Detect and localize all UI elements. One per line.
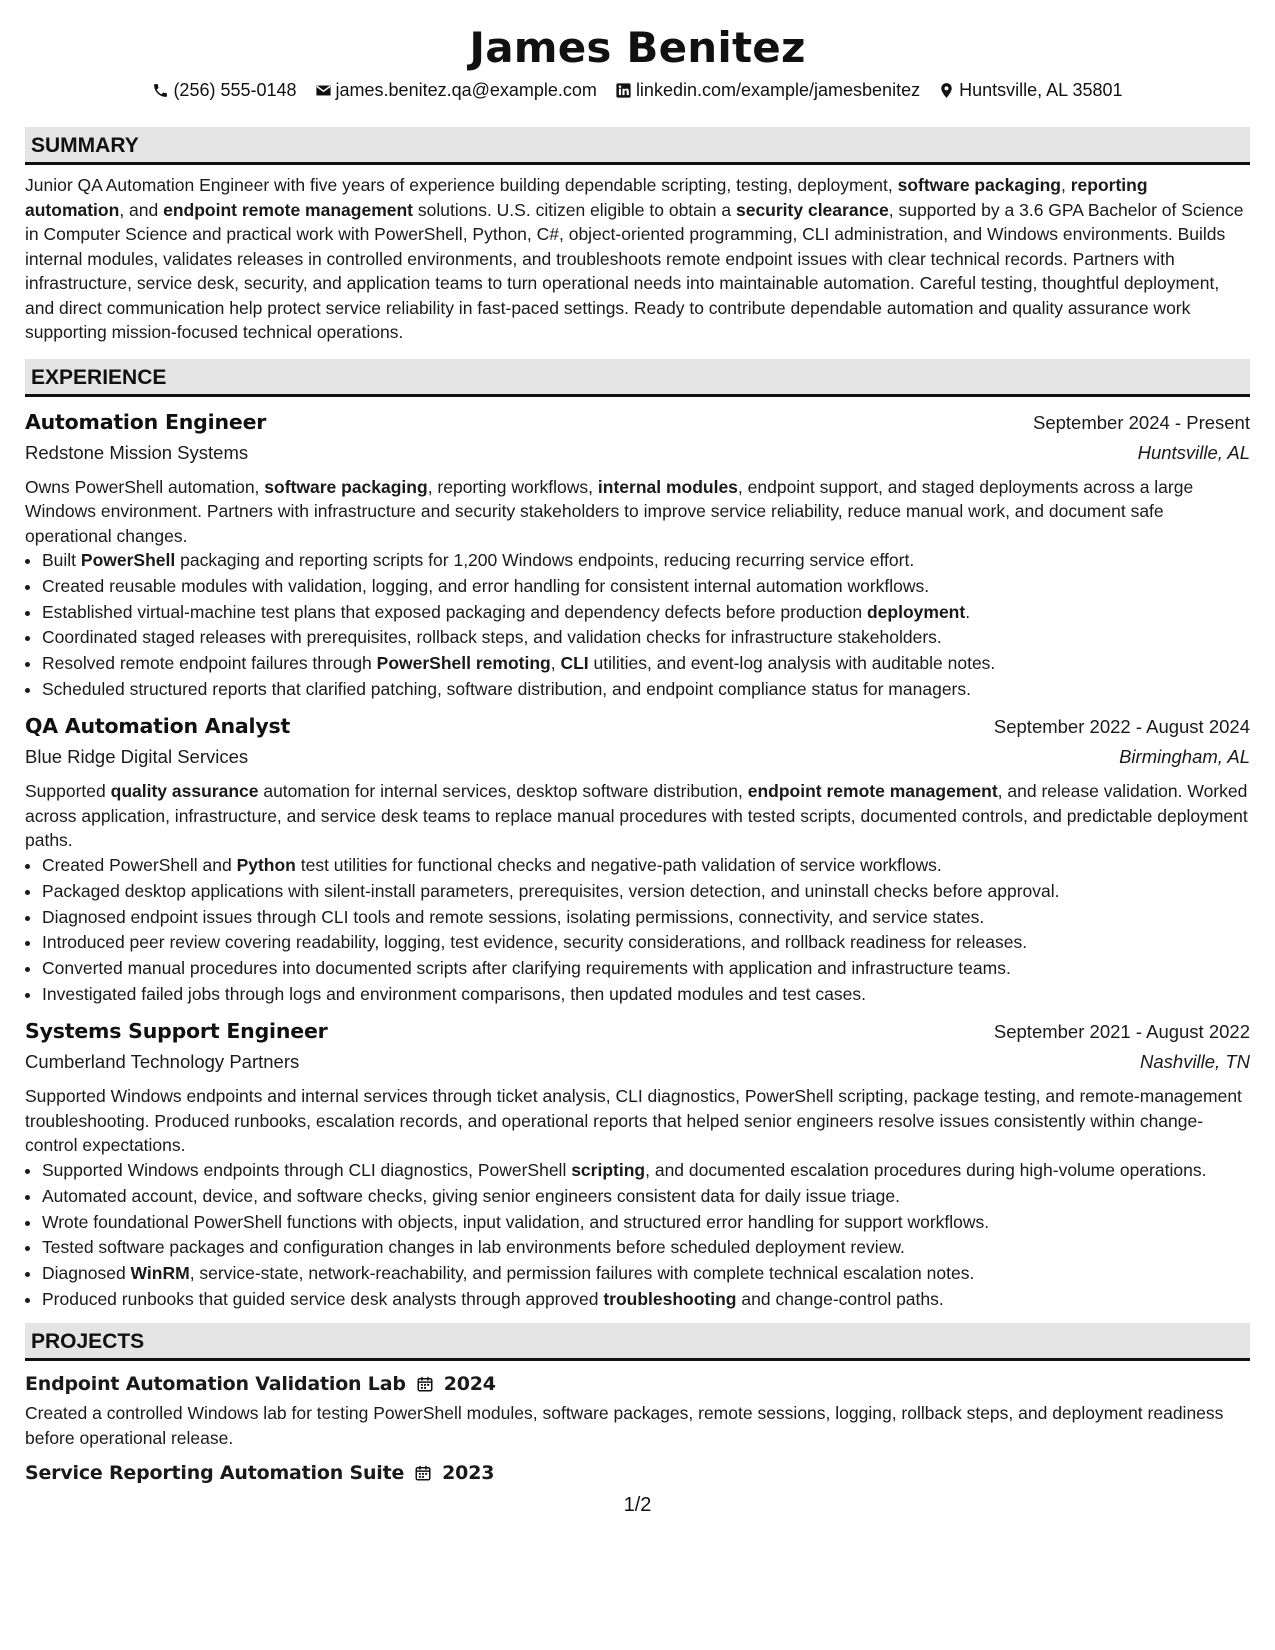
emphasis-text: scripting <box>571 1159 646 1180</box>
job-company: Redstone Mission Systems <box>25 441 249 463</box>
map-marker-icon <box>938 82 955 99</box>
bullet-item: • Investigated failed jobs through logs and environment comparisons, then updated modules and test cases. <box>42 982 1250 1007</box>
bullet-item: • Automated account, device, and software checks, giving senior engineers consistent data for daily issue triage. <box>42 1184 1250 1209</box>
emphasis-text: WinRM <box>130 1263 190 1284</box>
phone-text: (256) 555-0148 <box>173 80 297 100</box>
job-title: Automation Engineer <box>25 409 267 434</box>
contact-email[interactable] <box>315 78 597 102</box>
page-number: 1/2 <box>623 1494 652 1516</box>
section-header-summary: SUMMARY <box>25 127 1250 165</box>
job-entry <box>25 407 1250 702</box>
job-location: Huntsville, AL <box>1137 441 1250 463</box>
contact-location <box>938 78 1122 102</box>
bullet-item: • Resolved remote endpoint failures through PowerShell remoting, CLI utilities, and event-log analysis with auditable notes. <box>42 651 1250 676</box>
emphasis-text: quality assurance <box>110 781 259 802</box>
job-location: Nashville, TN <box>1140 1051 1250 1073</box>
linkedin-text: linkedin.com/example/jamesbenitez <box>635 80 921 100</box>
job-description: Supported Windows endpoints and internal services through ticket analysis, CLI diagnostics, PowerShell scripting, package testing, and remote-management troubleshooting. Produced runbooks, escalation records, and operational reports that helped senior engineers resolve issues consistently within change-control expectations. <box>25 1086 1242 1156</box>
bullet-item: • Created reusable modules with validation, logging, and error handling for consistent internal automation workflows. <box>42 574 1250 599</box>
emphasis-text: troubleshooting <box>603 1288 737 1309</box>
emphasis-text: internal modules <box>597 476 738 497</box>
emphasis-text: CLI <box>560 653 589 674</box>
project-year: 2023 <box>442 1462 495 1485</box>
project-year: 2024 <box>443 1373 496 1396</box>
job-entry <box>25 711 1250 1006</box>
bullet-item: • Created PowerShell and Python test utilities for functional checks and negative-path validation of service workflows. <box>42 853 1250 878</box>
emphasis-text: Python <box>236 854 296 875</box>
emphasis-text: endpoint remote management <box>747 781 998 802</box>
contact-linkedin[interactable] <box>615 78 920 102</box>
section-header-experience: EXPERIENCE <box>25 359 1250 397</box>
bullet-item: • Scheduled structured reports that clarified patching, software distribution, and endpoint compliance status for managers. <box>42 677 1250 702</box>
emphasis-text: reporting automation <box>25 175 1148 220</box>
job-bullets <box>25 548 1250 701</box>
job-description: Supported quality assurance automation for internal services, desktop software distribution, endpoint remote management, and release validation. Worked across application, infrastructure, and service desk teams to replace manual procedures with tested scripts, documented controls, and predictable deployment paths. <box>25 781 1248 851</box>
job-bullets <box>25 1158 1250 1311</box>
bullet-item: • Built PowerShell packaging and reporting scripts for 1,200 Windows endpoints, reducing recurring service effort. <box>42 548 1250 573</box>
emphasis-text: software packaging <box>897 175 1061 195</box>
summary-text: Junior QA Automation Engineer with five years of experience building dependable scripting, testing, deployment, software packaging, reporting automation, and endpoint remote management solutions. U.S. citizen eligible to obtain a security clearance, supported by a 3.6 GPA Bachelor of Science in Computer Science and practical work with PowerShell, Python, C#, object-oriented programming, CLI administration, and Windows environments. Builds internal modules, validates releases in controlled environments, and troubleshoots remote endpoint issues with clear technical records. Partners with infrastructure, service desk, security, and application teams to turn operational needs into maintainable automation. Careful testing, thoughtful deployment, and direct communication help protect service reliability in fast-paced settings. Ready to contribute dependable automation and quality assurance work supporting mission-focused technical operations. <box>25 175 1244 342</box>
project-name: Service Reporting Automation Suite <box>25 1462 405 1485</box>
emphasis-text: PowerShell <box>80 550 176 570</box>
job-company: Blue Ridge Digital Services <box>25 746 249 768</box>
bullet-item: • Converted manual procedures into documented scripts after clarifying requirements with application and infrastructure teams. <box>42 956 1250 981</box>
contact-bar <box>25 78 1250 102</box>
calendar-icon <box>414 1464 432 1482</box>
phone-icon <box>152 82 169 99</box>
emphasis-text: software packaging <box>264 476 428 497</box>
project-description: Created a controlled Windows lab for testing PowerShell modules, software packages, remote sessions, logging, rollback steps, and deployment readiness before operational release. <box>25 1403 1224 1448</box>
envelope-icon <box>315 82 332 99</box>
section-header-projects: PROJECTS <box>25 1323 1250 1361</box>
project-entry <box>25 1369 1250 1450</box>
bullet-item: • Produced runbooks that guided service desk analysts through approved troubleshooting and change-control paths. <box>42 1287 1250 1312</box>
emphasis-text: security clearance <box>735 199 889 220</box>
job-description: Owns PowerShell automation, software packaging, reporting workflows, internal modules, endpoint support, and staged deployments across a large Windows environment. Partners with infrastructure and security stakeholders to improve service reliability, reduce manual work, and document safe operational changes. <box>25 476 1194 546</box>
job-dates: September 2022 - August 2024 <box>993 716 1250 738</box>
candidate-name: James Benitez <box>469 23 806 72</box>
job-title: Systems Support Engineer <box>25 1019 328 1044</box>
job-location: Birmingham, AL <box>1119 746 1250 768</box>
project-name: Endpoint Automation Validation Lab <box>25 1373 406 1396</box>
job-dates: September 2024 - Present <box>1033 411 1250 433</box>
job-title: QA Automation Analyst <box>25 714 291 739</box>
bullet-item: • Wrote foundational PowerShell functions with objects, input validation, and structured error handling for support workflows. <box>42 1210 1250 1235</box>
bullet-item: • Diagnosed endpoint issues through CLI tools and remote sessions, isolating permissions, connectivity, and service states. <box>42 905 1250 930</box>
email-text: james.benitez.qa@example.com <box>335 80 597 100</box>
emphasis-text: deployment <box>866 601 966 622</box>
linkedin-icon <box>615 82 632 99</box>
emphasis-text: endpoint remote management <box>163 199 414 220</box>
bullet-item: • Introduced peer review covering readability, logging, test evidence, security considerations, and rollback readiness for releases. <box>42 930 1250 955</box>
bullet-item: • Coordinated staged releases with prerequisites, rollback steps, and validation checks for infrastructure stakeholders. <box>42 625 1250 650</box>
bullet-item: • Supported Windows endpoints through CLI diagnostics, PowerShell scripting, and documented escalation procedures during high-volume operations. <box>42 1158 1250 1183</box>
bullet-item: • Diagnosed WinRM, service-state, network-reachability, and permission failures with complete technical escalation notes. <box>42 1261 1250 1286</box>
emphasis-text: PowerShell remoting <box>376 653 551 674</box>
job-entry <box>25 1016 1250 1311</box>
job-bullets <box>25 853 1250 1006</box>
calendar-icon <box>416 1375 434 1393</box>
job-dates: September 2021 - August 2022 <box>993 1021 1250 1043</box>
bullet-item: • Tested software packages and configuration changes in lab environments before scheduled deployment review. <box>42 1235 1250 1260</box>
project-entry <box>25 1458 1250 1488</box>
contact-phone <box>152 78 296 102</box>
bullet-item: • Established virtual-machine test plans that exposed packaging and dependency defects before production deployment. <box>42 600 1250 625</box>
location-text: Huntsville, AL 35801 <box>959 80 1123 100</box>
job-company: Cumberland Technology Partners <box>25 1051 300 1073</box>
bullet-item: • Packaged desktop applications with silent-install parameters, prerequisites, version detection, and uninstall checks before approval. <box>42 879 1250 904</box>
